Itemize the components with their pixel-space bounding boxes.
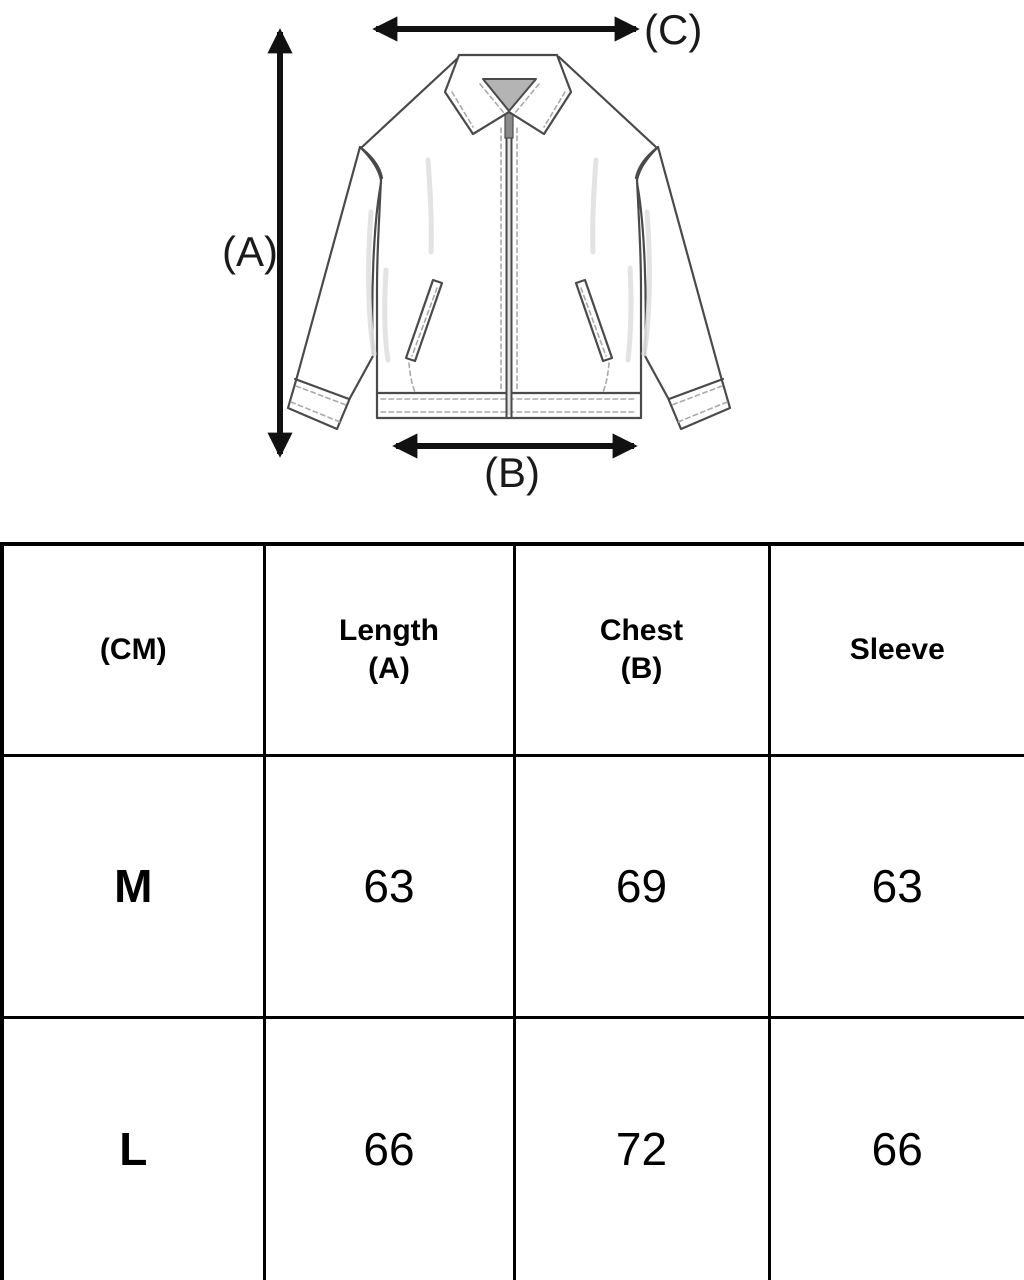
size-cell: L <box>2 1017 264 1280</box>
jacket-illustration <box>288 55 730 429</box>
zipper-tape-fill <box>507 115 511 415</box>
sleeve-cell: 63 <box>769 755 1024 1017</box>
header-cm-label: (CM) <box>99 632 167 666</box>
label-b: (B) <box>484 449 540 496</box>
zipper-slider <box>505 112 513 138</box>
header-chest <box>514 544 769 755</box>
chest-cell: 72 <box>514 1017 769 1280</box>
header-chest-line1: Chest <box>599 613 684 647</box>
sleeve-cell: 66 <box>769 1017 1024 1280</box>
jacket-measurement-diagram <box>0 0 1024 542</box>
label-a: (A) <box>222 228 278 275</box>
table-header-row <box>2 544 1024 755</box>
chest-cell: 69 <box>514 755 769 1017</box>
header-cm <box>2 544 264 755</box>
length-cell: 63 <box>264 755 514 1017</box>
header-length-line1: Length <box>339 613 439 647</box>
header-chest-line2: (B) <box>620 651 663 685</box>
length-cell: 66 <box>264 1017 514 1280</box>
header-sleeve <box>769 544 1024 755</box>
size-table <box>0 542 1024 1280</box>
right-body-shading <box>628 268 631 360</box>
table-row <box>2 1017 1024 1280</box>
label-c: (C) <box>644 6 703 53</box>
header-sleeve-line1: Sleeve <box>849 632 945 666</box>
size-cell: M <box>2 755 264 1017</box>
header-length-line2: (A) <box>368 651 410 685</box>
header-length <box>264 544 514 755</box>
table-row <box>2 755 1024 1017</box>
